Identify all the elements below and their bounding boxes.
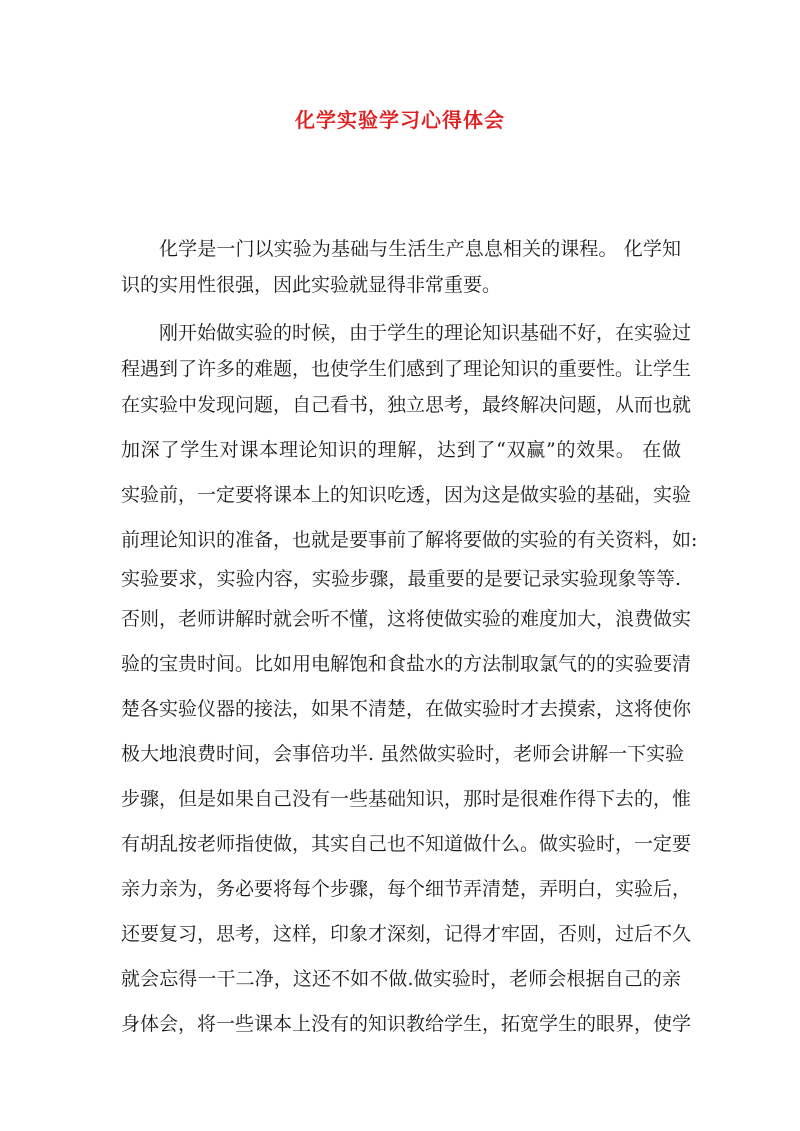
paragraph-line: 身体会，将一些课本上没有的知识教给学生，拓宽学生的眼界，使学	[121, 1013, 692, 1035]
paragraph-line: 识的实用性很强，因此实验就显得非常重要。	[121, 274, 502, 296]
paragraph-line: 化学是一门以实验为基础与生活生产息息相关的课程。 化学知	[159, 238, 681, 260]
paragraph-line: 在实验中发现问题，自己看书，独立思考，最终解决问题，从而也就	[121, 394, 692, 416]
paragraph-line: 前理论知识的准备，也就是要事前了解将要做的实验的有关资料，如:	[121, 529, 698, 551]
paragraph-line: 步骤，但是如果自己没有一些基础知识，那时是很难作得下去的，惟	[121, 788, 692, 810]
paragraph-line: 否则，老师讲解时就会听不懂，这将使做实验的难度加大，浪费做实	[121, 608, 692, 630]
paragraph-line: 实验要求，实验内容，实验步骤，最重要的是要记录实验现象等等.	[121, 568, 681, 590]
paragraph-line: 极大地浪费时间，会事倍功半. 虽然做实验时，老师会讲解一下实验	[121, 743, 685, 765]
paragraph-line: 程遇到了许多的难题，也使学生们感到了理论知识的重要性。让学生	[121, 358, 692, 380]
paragraph-line: 亲力亲为，务必要将每个步骤，每个细节弄清楚，弄明白，实验后，	[121, 878, 692, 900]
paragraph-line: 还要复习，思考，这样，印象才深刻，记得才牢固，否则，过后不久	[121, 923, 692, 945]
paragraph-line: 加深了学生对课本理论知识的理解，达到了“双赢”的效果。 在做	[121, 439, 681, 461]
paragraph-line: 楚各实验仪器的接法，如果不清楚，在做实验时才去摸索，这将使你	[121, 698, 692, 720]
paragraph-line: 验的宝贵时间。比如用电解饱和食盐水的方法制取氯气的的实验要清	[121, 653, 692, 675]
paragraph-line: 有胡乱按老师指使做，其实自己也不知道做什么。做实验时，一定要	[121, 833, 692, 855]
document-title: 化学实验学习心得体会	[295, 108, 505, 132]
paragraph-line: 刚开始做实验的时候，由于学生的理论知识基础不好，在实验过	[159, 322, 692, 344]
paragraph-line: 就会忘得一干二净，这还不如不做.做实验时，老师会根据自己的亲	[121, 968, 681, 990]
paragraph-line: 实验前，一定要将课本上的知识吃透，因为这是做实验的基础，实验	[121, 484, 692, 506]
